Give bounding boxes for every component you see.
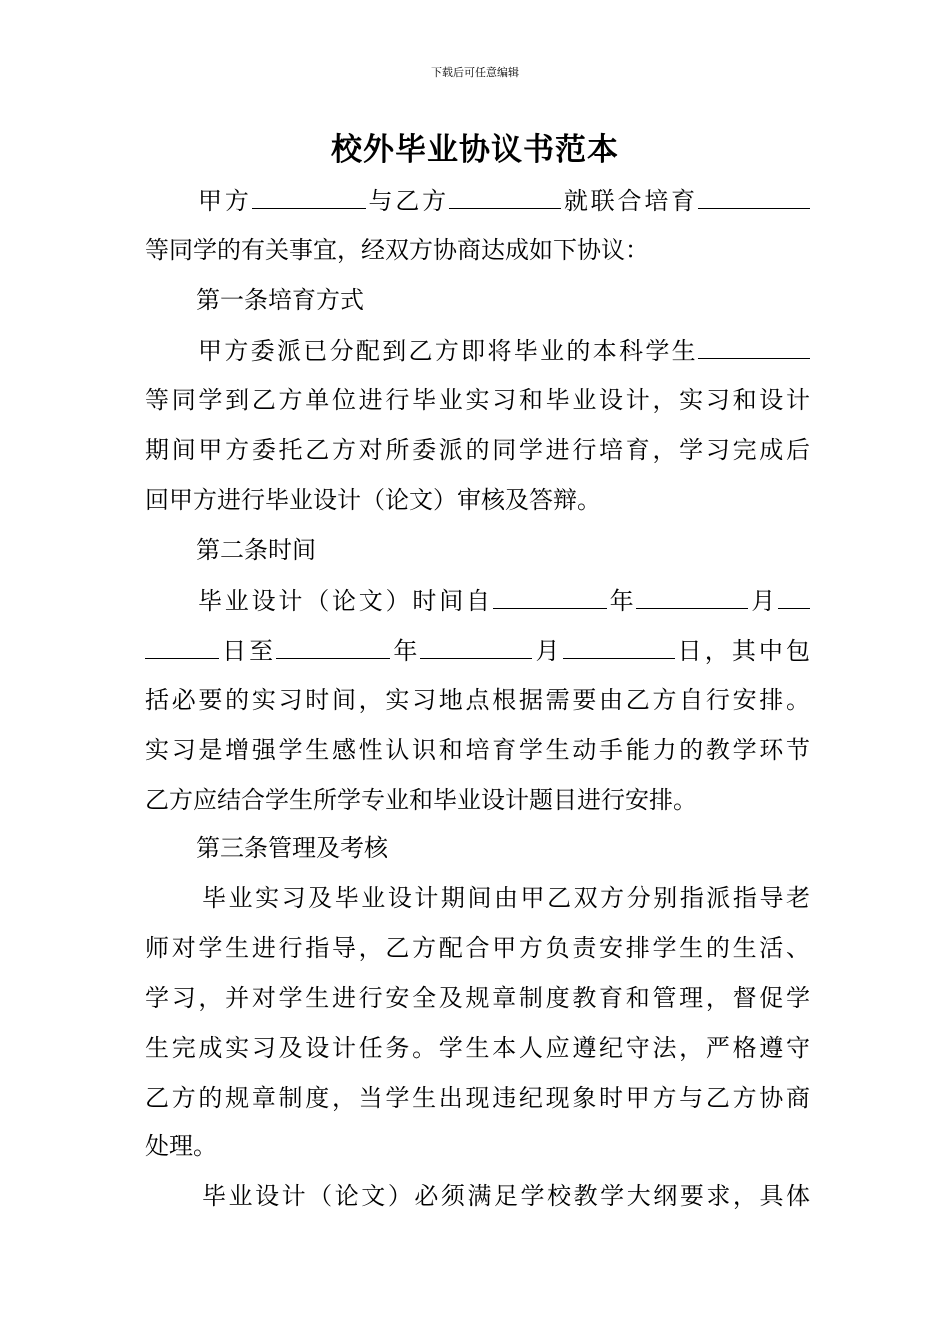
party-a-blank <box>252 184 366 209</box>
article-1-line-3: 期间甲方委托乙方对所委派的同学进行培育，学习完成后 <box>145 436 810 464</box>
start-day-blank-a <box>778 584 810 609</box>
end-month-label: 月 <box>532 637 563 665</box>
article-1-line-4: 回甲方进行毕业设计（论文）审核及答辩。 <box>145 486 601 514</box>
article-3-line-3: 学习，并对学生进行安全及规章制度教育和管理，督促学 <box>145 984 810 1012</box>
period-lead-text: 毕业设计（论文）时间自 <box>198 587 493 615</box>
end-year-label: 年 <box>390 637 421 665</box>
article-3-line-4: 生完成实习及设计任务。学生本人应遵纪守法，严格遵守 <box>145 1034 810 1062</box>
start-year-blank <box>493 584 607 609</box>
article-2-line-4: 实习是增强学生感性认识和培育学生动手能力的教学环节 <box>145 736 810 764</box>
document-title: 校外毕业协议书范本 <box>331 132 619 168</box>
day-to-label: 日至 <box>219 637 277 665</box>
article-1-line-2: 等同学到乙方单位进行毕业实习和毕业设计，实习和设计 <box>145 386 810 414</box>
article-1-lead-text: 甲方委派已分配到乙方即将毕业的本科学生 <box>198 337 698 365</box>
header-note: 下载后可任意编辑 <box>431 66 519 79</box>
end-day-blank <box>563 634 675 659</box>
article-1-heading: 第一条培育方式 <box>196 286 364 314</box>
undergraduate-names-blank <box>698 334 810 359</box>
article-3-line-6: 处理。 <box>145 1132 217 1160</box>
joint-training-label: 就联合培育 <box>561 187 699 215</box>
party-a-label: 甲方 <box>198 187 252 215</box>
day-tail-text: 日，其中包 <box>674 637 810 665</box>
start-month-blank <box>636 584 748 609</box>
article-3-line-1: 毕业实习及毕业设计期间由甲乙双方分别指派指导老 <box>202 884 810 912</box>
article-1-line-1 <box>198 334 810 367</box>
article-2-line-1 <box>198 584 810 617</box>
article-3-line-5: 乙方的规章制度，当学生出现违纪现象时甲方与乙方协商 <box>145 1084 810 1112</box>
article-2-heading: 第二条时间 <box>196 536 316 564</box>
article-3-line-7: 毕业设计（论文）必须满足学校教学大纲要求，具体 <box>202 1182 810 1210</box>
article-2-line-3: 括必要的实习时间，实习地点根据需要由乙方自行安排。 <box>145 686 810 714</box>
start-day-blank-b <box>145 634 219 659</box>
article-3-line-2: 师对学生进行指导，乙方配合甲方负责安排学生的生活、 <box>145 934 810 962</box>
intro-line-1 <box>198 184 810 217</box>
party-b-blank <box>449 184 561 209</box>
month-label: 月 <box>748 587 779 615</box>
intro-line-2: 等同学的有关事宜，经双方协商达成如下协议： <box>145 236 649 264</box>
end-month-blank <box>420 634 532 659</box>
article-2-line-2 <box>145 634 810 667</box>
student-names-blank <box>698 184 810 209</box>
article-3-heading: 第三条管理及考核 <box>196 834 388 862</box>
party-b-label: 与乙方 <box>365 187 450 215</box>
end-year-blank <box>276 634 390 659</box>
article-2-line-5: 乙方应结合学生所学专业和毕业设计题目进行安排。 <box>145 786 697 814</box>
year-label: 年 <box>606 587 637 615</box>
